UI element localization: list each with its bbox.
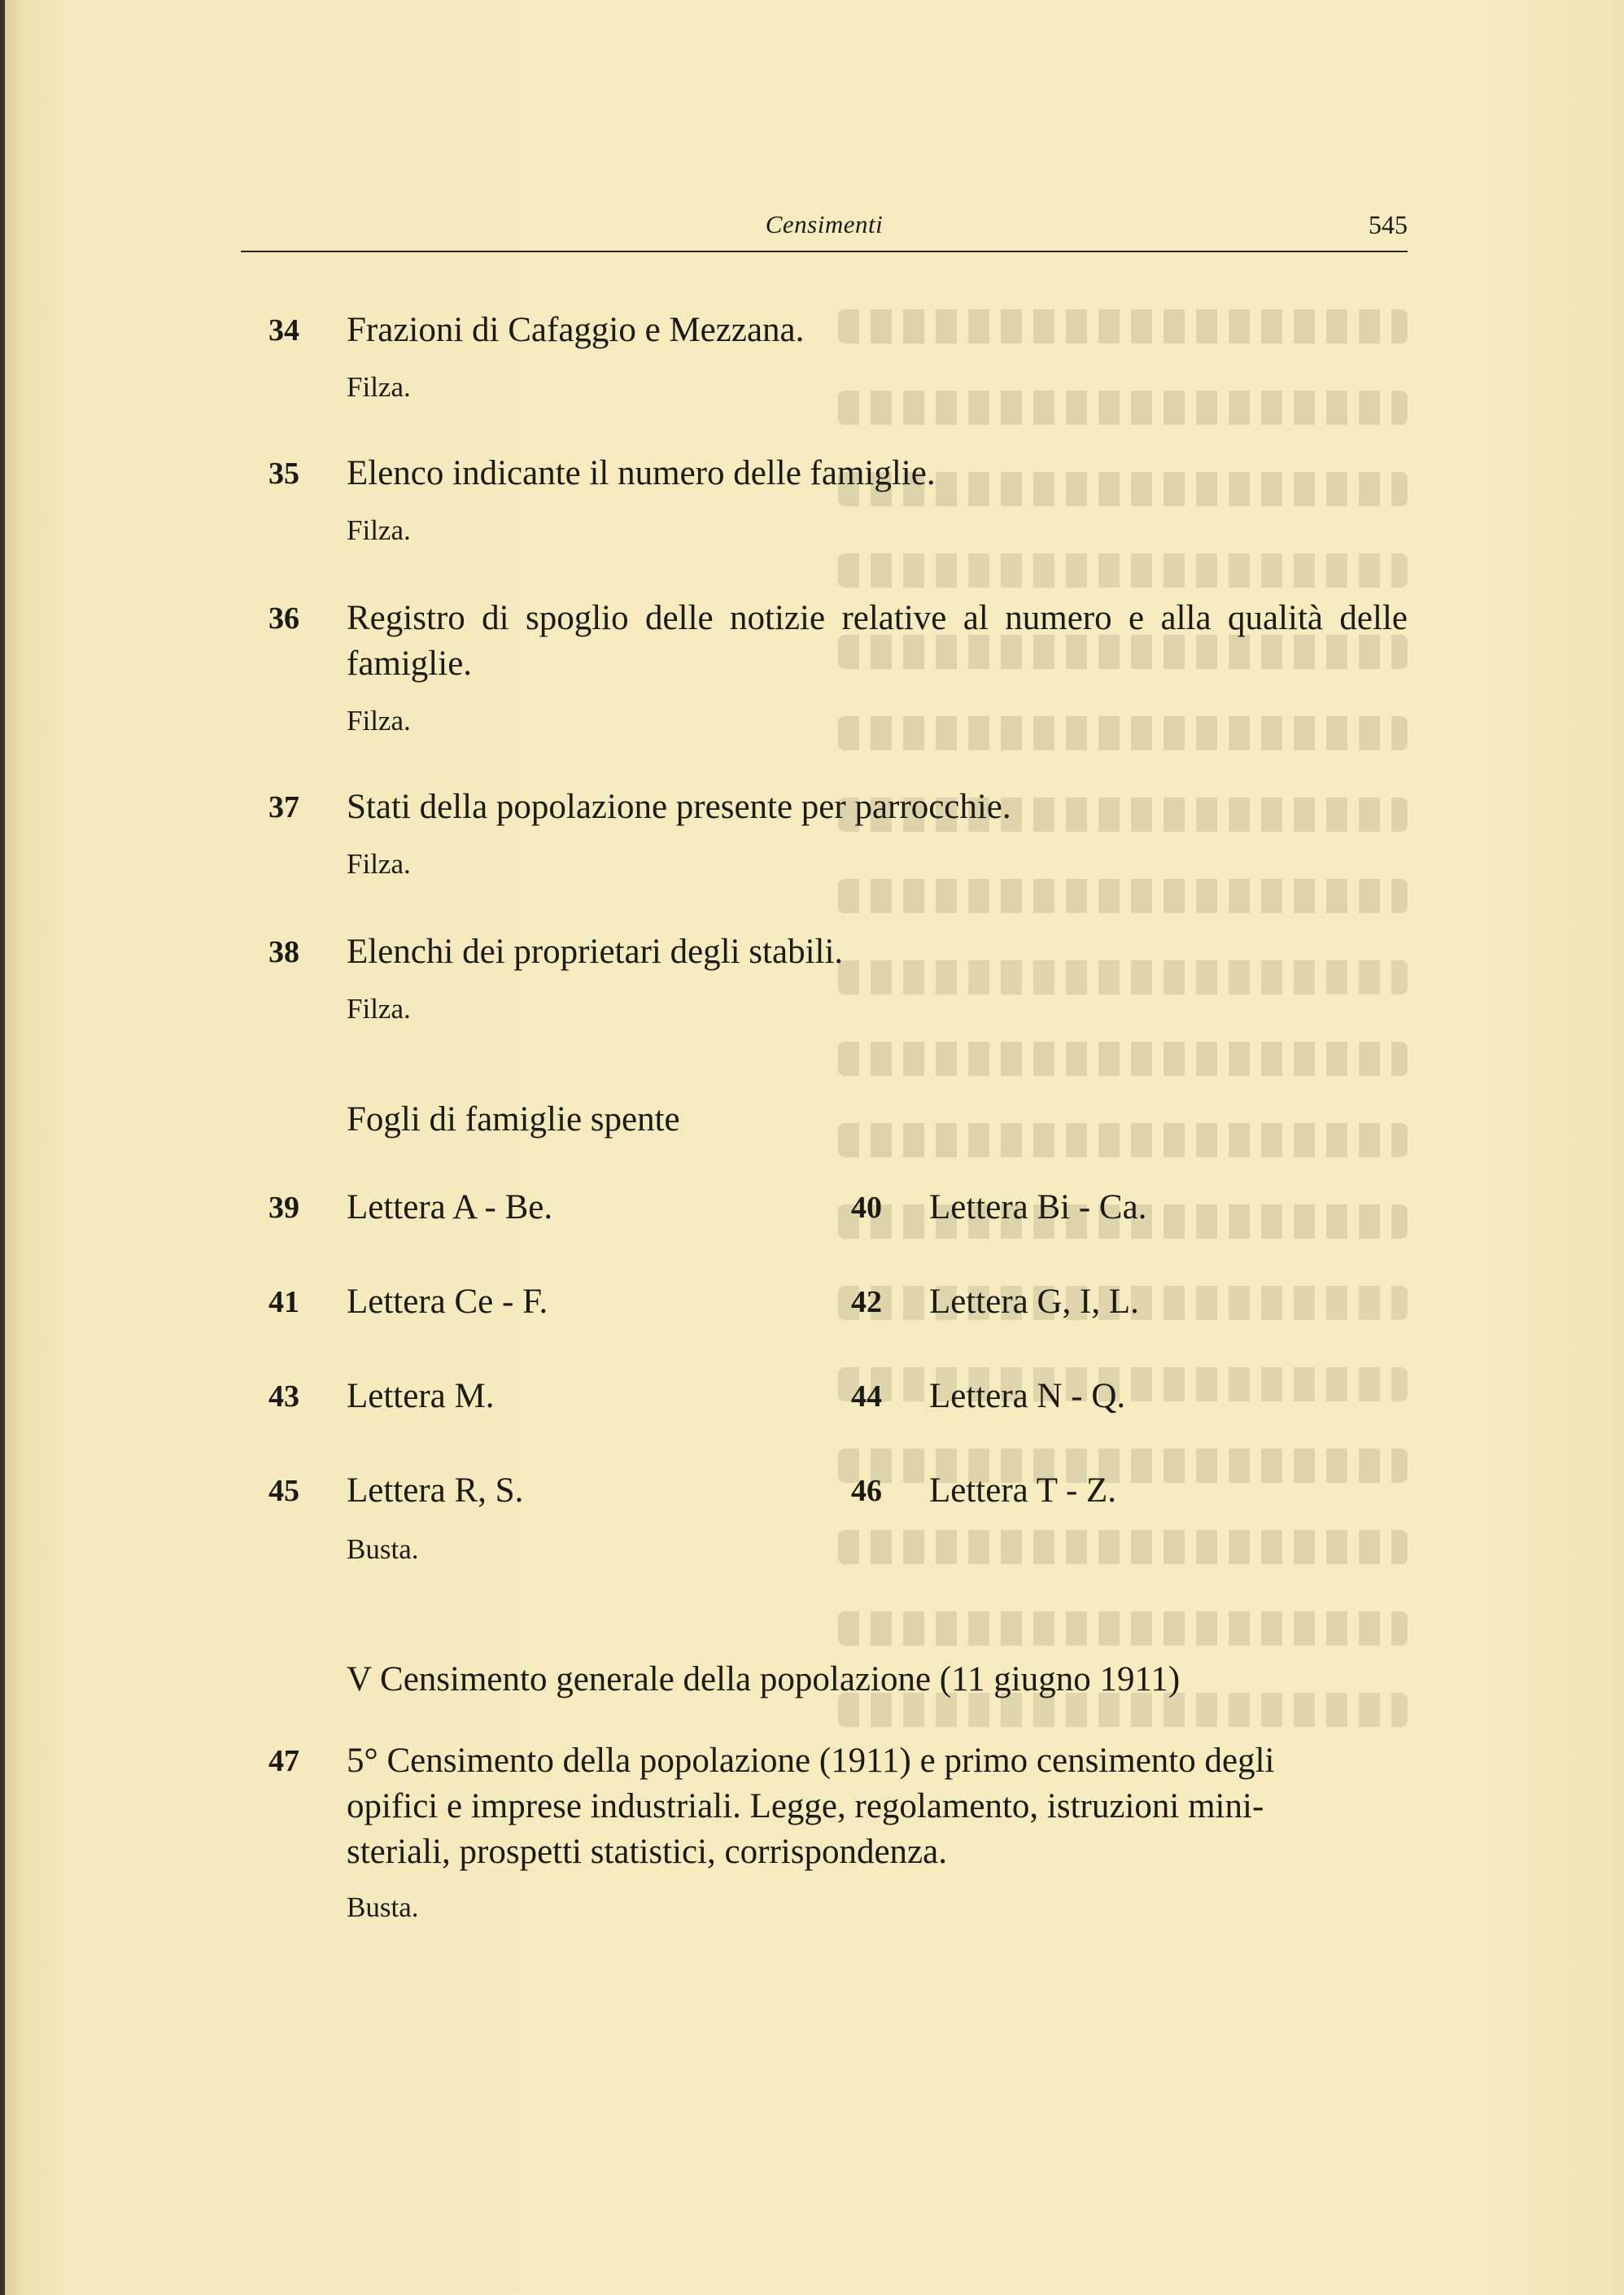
section-heading-fogli: Fogli di famiglie spente bbox=[347, 1100, 680, 1139]
entry-title: Lettera T - Z. bbox=[929, 1471, 1117, 1510]
entry-number: 41 bbox=[268, 1285, 299, 1319]
entry-number: 47 bbox=[268, 1744, 299, 1778]
entry-number: 44 bbox=[851, 1379, 882, 1414]
entry-title: Lettera G, I, L. bbox=[929, 1283, 1139, 1321]
entry-number: 40 bbox=[851, 1191, 882, 1225]
entry-title: Lettera Bi - Ca. bbox=[929, 1188, 1147, 1226]
entry-unit: Filza. bbox=[347, 848, 411, 880]
entry-title: Frazioni di Cafaggio e Mezzana. bbox=[347, 311, 805, 349]
entry-unit: Filza. bbox=[347, 514, 411, 546]
entry-number: 35 bbox=[268, 457, 299, 491]
entry-title: Elenco indicante il numero delle famiglie. bbox=[347, 454, 936, 492]
entry-title: Stati della popolazione presente per parrocchie. bbox=[347, 788, 1011, 826]
running-head bbox=[241, 205, 1408, 246]
entry-title: Lettera Ce - F. bbox=[347, 1283, 548, 1321]
entry-title-line: opifici e imprese industriali. Legge, regolamento, istruzioni mini- bbox=[347, 1787, 1264, 1825]
entry-title-line: 5° Censimento della popolazione (1911) e primo censimento degli bbox=[347, 1742, 1275, 1780]
entry-title: Lettera R, S. bbox=[347, 1471, 524, 1510]
entry-title: Elenchi dei proprietari degli stabili. bbox=[347, 933, 844, 971]
section-heading-census: V Censimento generale della popolazione (11 giugno 1911) bbox=[347, 1660, 1181, 1698]
entry-number: 34 bbox=[268, 313, 299, 348]
entry-title: Lettera N - Q. bbox=[929, 1377, 1126, 1415]
entry-number: 38 bbox=[268, 935, 299, 969]
entry-unit: Filza. bbox=[347, 993, 411, 1025]
entry-number: 37 bbox=[268, 790, 299, 824]
entry-number: 46 bbox=[851, 1474, 882, 1508]
book-spine-edge bbox=[0, 0, 5, 2295]
running-title: Censimenti bbox=[765, 210, 884, 238]
entry-number: 43 bbox=[268, 1379, 299, 1414]
entry-title: Lettera M. bbox=[347, 1377, 495, 1415]
entry-number: 42 bbox=[851, 1285, 882, 1319]
entry-number: 39 bbox=[268, 1191, 299, 1225]
entry-title-line: steriali, prospetti statistici, corrispondenza. bbox=[347, 1833, 947, 1871]
page-number: 545 bbox=[1369, 210, 1408, 239]
entry-unit: Busta. bbox=[347, 1891, 419, 1923]
entry-unit: Filza. bbox=[347, 705, 411, 737]
header-rule bbox=[241, 251, 1408, 252]
entry-number: 36 bbox=[268, 601, 299, 636]
entry-unit: Filza. bbox=[347, 371, 411, 403]
entry-title: Lettera A - Be. bbox=[347, 1188, 553, 1226]
entry-unit: Busta. bbox=[347, 1533, 419, 1565]
entry-number: 45 bbox=[268, 1474, 299, 1508]
bleed-through-shadow bbox=[838, 309, 1408, 1774]
entry-title: Registro di spoglio delle notizie relative al numero e alla qualità delle famiglie. bbox=[347, 599, 1408, 683]
